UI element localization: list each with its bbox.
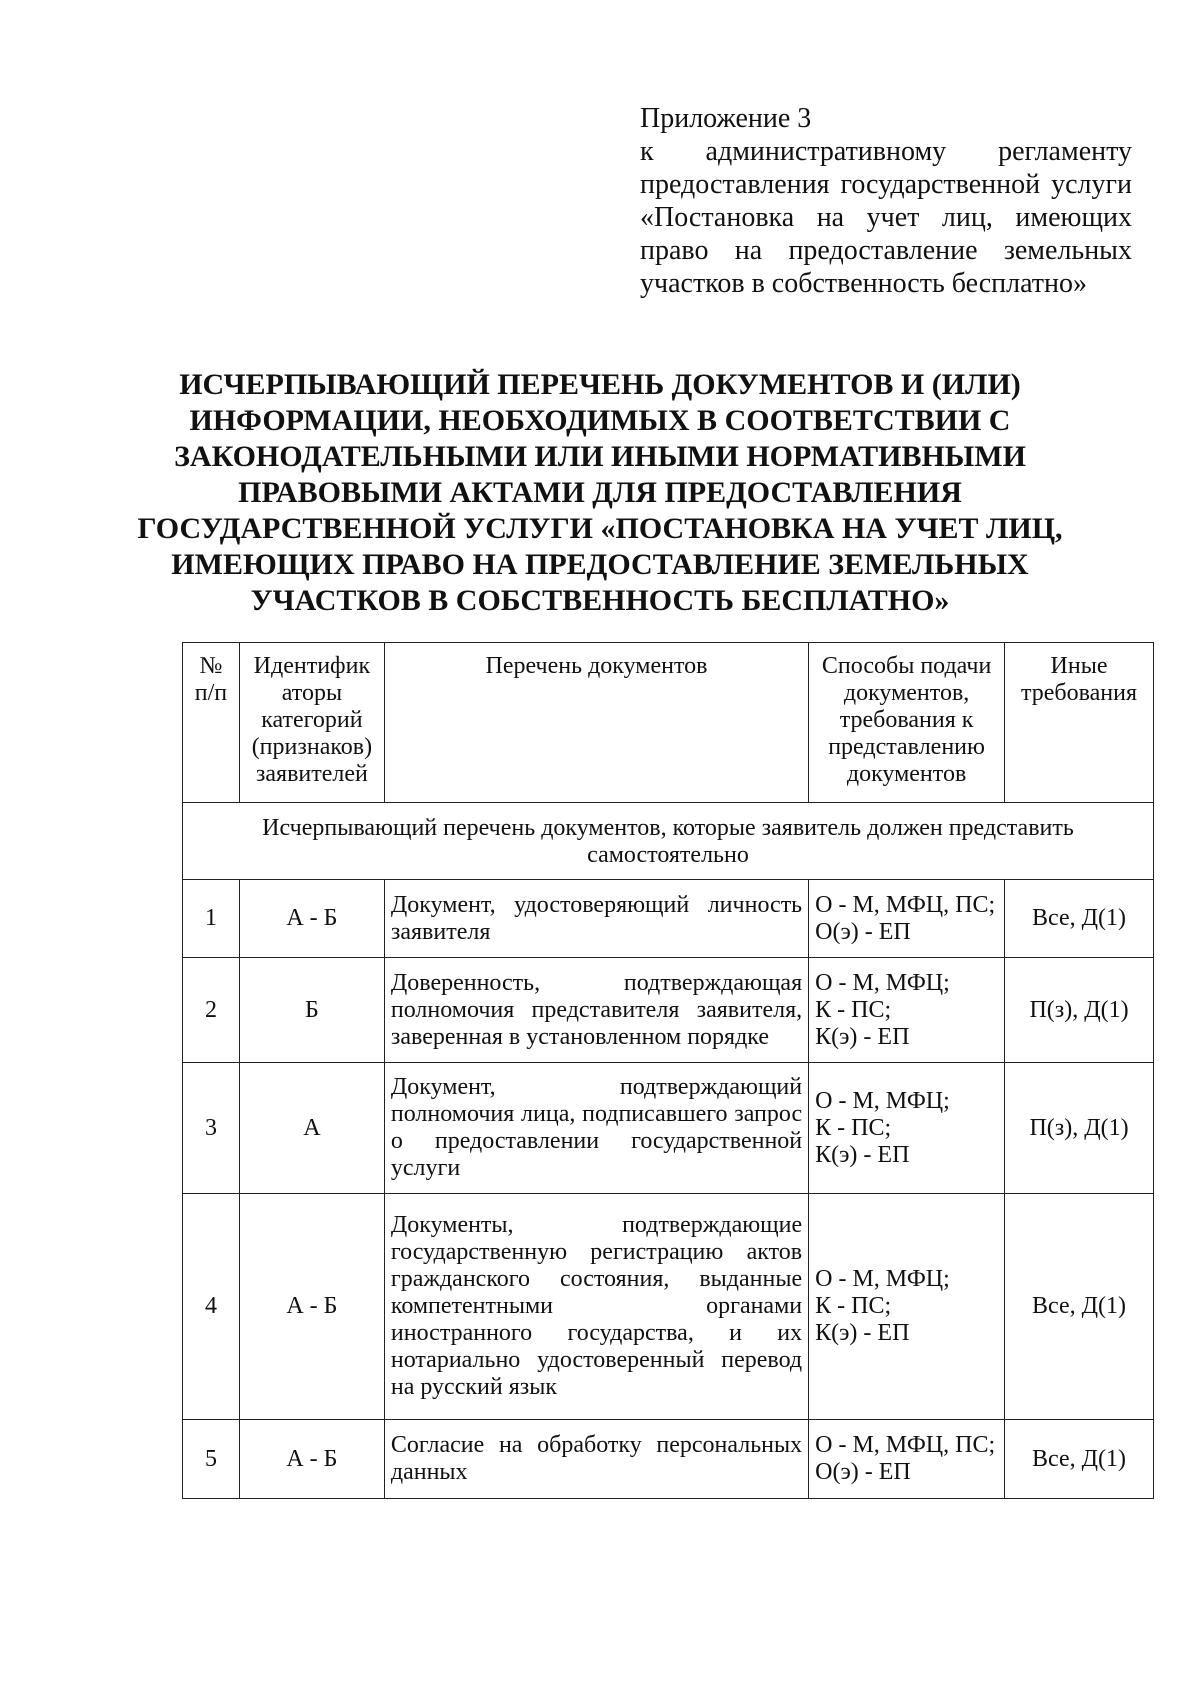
row-other: П(з), Д(1): [1005, 958, 1154, 1063]
table-row: [183, 1063, 1154, 1194]
section-row: [183, 803, 1154, 880]
section-title: Исчерпывающий перечень документов, которые заявитель должен представить самостоятельно: [183, 803, 1154, 880]
row-methods: [809, 880, 1005, 958]
method-line: К - ПС;: [815, 996, 892, 1023]
method-line: О - М, МФЦ;: [815, 1266, 950, 1292]
header-other: Иные требования: [1005, 643, 1154, 803]
row-ident: А - Б: [239, 880, 384, 958]
row-ident: А: [239, 1063, 384, 1194]
row-other: П(з), Д(1): [1005, 1063, 1154, 1194]
document-title: ИСЧЕРПЫВАЮЩИЙ ПЕРЕЧЕНЬ ДОКУМЕНТОВ И (ИЛИ) ИНФОРМАЦИИ, НЕОБХОДИМЫХ В СООТВЕТСТВИИ С ЗАКОНОДАТЕЛЬНЫМИ ИЛИ ИНЫМИ НОРМАТИВНЫМИ ПРАВОВЫМИ АКТАМИ ДЛЯ ПРЕДОСТАВЛЕНИЯ ГОСУДАРСТВЕННОЙ УСЛУГИ «ПОСТАНОВКА НА УЧЕТ ЛИЦ, ИМЕЮЩИХ ПРАВО НА ПРЕДОСТАВЛЕНИЕ ЗЕМЕЛЬНЫХ УЧАСТКОВ В СОБСТВЕННОСТЬ БЕСПЛАТНО»: [137, 368, 1063, 617]
table-header-row: [183, 643, 1154, 803]
header-num: № п/п: [183, 643, 240, 803]
row-ident: А - Б: [239, 1194, 384, 1420]
table-row: [183, 1194, 1154, 1420]
header-methods: Способы подачи документов, требования к представлению документов: [809, 643, 1005, 803]
method-line: О - М, МФЦ, ПС;: [815, 1432, 996, 1458]
row-num: 2: [183, 958, 240, 1063]
method-line: О - М, МФЦ;: [815, 1087, 950, 1114]
row-other: Все, Д(1): [1005, 1420, 1154, 1499]
row-num: 4: [183, 1194, 240, 1420]
appendix-text: к административному регламенту предоставления государственной услуги «Постановка на учет лиц, имеющих право на предоставление земельных участков в собственность бесплатно»: [640, 136, 1132, 299]
row-doc: Доверенность, подтверждающая полномочия представителя заявителя, заверенная в установленном порядке: [384, 958, 808, 1063]
header-identifiers: Идентифик аторы категорий (признаков) заявителей: [239, 643, 384, 803]
row-other: Все, Д(1): [1005, 880, 1154, 958]
row-num: 3: [183, 1063, 240, 1194]
row-methods: [809, 1420, 1005, 1499]
header-documents: Перечень документов: [384, 643, 808, 803]
row-ident: Б: [239, 958, 384, 1063]
method-line: К - ПС;: [815, 1114, 892, 1141]
row-num: 5: [183, 1420, 240, 1499]
method-line: О(э) - ЕП: [815, 1459, 911, 1485]
row-methods: [809, 1063, 1005, 1194]
documents-table: [182, 642, 1154, 1499]
row-doc: Согласие на обработку персональных данных: [384, 1420, 808, 1499]
method-line: О - М, МФЦ;: [815, 969, 950, 996]
method-line: К(э) - ЕП: [815, 1023, 910, 1050]
method-line: О(э) - ЕП: [815, 918, 911, 945]
row-doc: Документ, подтверждающий полномочия лица, подписавшего запрос о предоставлении государственной услуги: [384, 1063, 808, 1194]
table-row: [183, 958, 1154, 1063]
row-methods: [809, 1194, 1005, 1420]
row-ident: А - Б: [239, 1420, 384, 1499]
method-line: К - ПС;: [815, 1293, 892, 1319]
row-other: Все, Д(1): [1005, 1194, 1154, 1420]
method-line: К(э) - ЕП: [815, 1320, 910, 1346]
method-line: О - М, МФЦ, ПС;: [815, 891, 996, 918]
method-line: К(э) - ЕП: [815, 1141, 910, 1168]
row-methods: [809, 958, 1005, 1063]
table-row: [183, 880, 1154, 958]
row-num: 1: [183, 880, 240, 958]
appendix-number: Приложение 3: [640, 103, 812, 134]
row-doc: Документ, удостоверяющий личность заявителя: [384, 880, 808, 958]
row-doc: Документы, подтверждающие государственную регистрацию актов гражданского состояния, выданные компетентными органами иностранного государства, и их нотариально удостоверенный перевод на русский язык: [384, 1194, 808, 1420]
appendix-block: [640, 102, 1132, 300]
table-row: [183, 1420, 1154, 1499]
